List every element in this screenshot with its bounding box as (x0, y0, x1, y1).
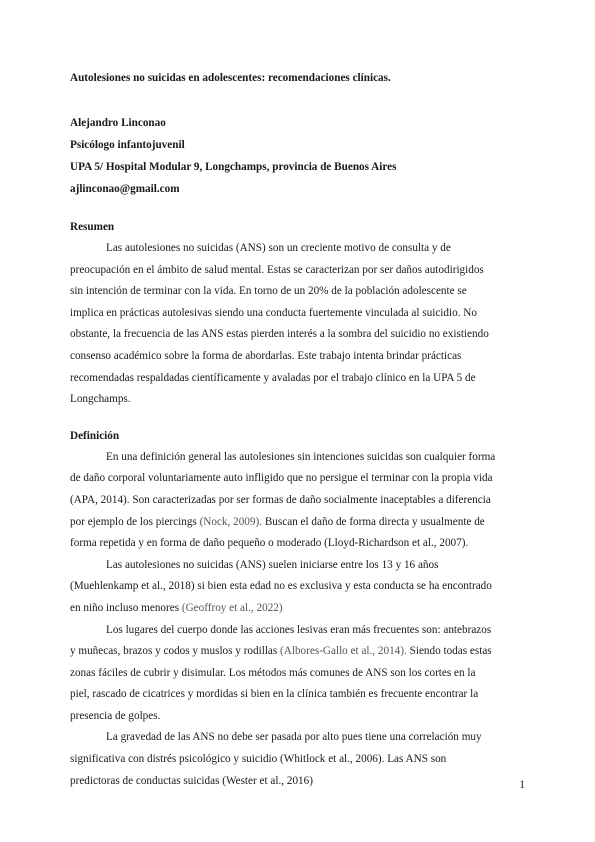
resumen-line: Las autolesiones no suicidas (ANS) son un creciente motivo de consulta y de (106, 242, 451, 254)
text-line: (APA, 2014). Son caracterizadas por ser formas de daño socialmente inaceptables a diferencia (70, 493, 491, 506)
resumen-line: implica en prácticas autolesivas siendo una conducta fuertemente vinculada al suicidio. No (70, 306, 477, 319)
citation: (Nock, 2009). (199, 515, 263, 528)
citation: (Albores-Gallo et al., 2014). (280, 645, 407, 658)
text-line: Buscan el daño de forma directa y usualmente de (262, 515, 485, 528)
text-line: En una definición general las autolesiones sin intenciones suicidas son cualquier forma (106, 450, 496, 463)
resumen-line: preocupación en el ámbito de salud mental. Estas se caracterizan por ser daños autodirigidos (70, 263, 484, 276)
text-line: (Muehlenkamp et al., 2018) si bien esta edad no es exclusiva y esta conducta se ha encontrado (70, 580, 492, 593)
text-line: piel, rascado de cicatrices y mordidas si bien en la clínica también es frecuente encontrar la (70, 688, 479, 701)
resumen-line: obstante, la frecuencia de las ANS estas pierden interés a la sombra del suicidio no existiendo (70, 328, 489, 341)
text-line: en niño incluso menores (70, 601, 182, 614)
definicion-paragraph-4 (70, 727, 528, 792)
text-line: de daño corporal voluntariamente auto infligido que no persigue el terminar con la propia vida (70, 472, 493, 485)
definicion-heading: Definición (70, 429, 120, 442)
resumen-line: Longchamps. (70, 393, 131, 406)
text-line: significativa con distrés psicológico y suicidio (Whitlock et al., 2006). Las ANS son (70, 753, 447, 766)
text-line: Los lugares del cuerpo donde las acciones lesivas eran más frecuentes son: antebrazos (106, 623, 492, 636)
page-content (70, 70, 528, 792)
text-line: zonas fáciles de cubrir y disimular. Los métodos más comunes de ANS son los cortes en la (70, 666, 476, 679)
resumen-heading: Resumen (70, 221, 115, 233)
text-line: presencia de golpes. (70, 709, 161, 722)
text-line: por ejemplo de los piercings (70, 515, 200, 528)
resumen-line: recomendadas respaldadas científicamente y avaladas por el trabajo clínico en la UPA 5 de (70, 371, 476, 384)
definicion-paragraph-2 (70, 555, 528, 620)
resumen-section (70, 216, 528, 411)
text-line: Las autolesiones no suicidas (ANS) suelen iniciarse entre los 13 y 16 años (106, 558, 439, 571)
resumen-line: sin intención de terminar con la vida. En torno de un 20% de la población adolescente se (70, 285, 467, 298)
resumen-line: consenso académico sobre la forma de abordarlas. Este trabajo intenta brindar prácticas (70, 349, 462, 362)
page-number: 1 (519, 779, 525, 791)
text-line: Siendo todas estas (406, 645, 492, 658)
paper-title: Autolesiones no suicidas en adolescentes: recomendaciones clínicas. (70, 72, 391, 84)
author-role: Psicólogo infantojuvenil (70, 139, 185, 151)
text-line: predictoras de conductas suicidas (Wester et al., 2016) (70, 774, 313, 787)
definicion-section (70, 425, 528, 793)
author-email: ajlinconao@gmail.com (70, 183, 180, 195)
author-block (70, 112, 528, 200)
author-affiliation: UPA 5/ Hospital Modular 9, Longchamps, provincia de Buenos Aires (70, 161, 397, 173)
author-name: Alejandro Linconao (70, 117, 166, 129)
resumen-paragraph (70, 238, 528, 411)
definicion-paragraph-1 (70, 447, 528, 555)
text-line: La gravedad de las ANS no debe ser pasada por alto pues tiene una correlación muy (106, 731, 482, 744)
text-line: y muñecas, brazos y codos y muslos y rodillas (70, 645, 281, 658)
text-line: forma repetida y en forma de daño pequeño o moderado (Lloyd-Richardson et al., 2007). (70, 537, 469, 550)
definicion-paragraph-3 (70, 620, 528, 728)
citation: (Geoffroy et al., 2022) (181, 601, 283, 614)
